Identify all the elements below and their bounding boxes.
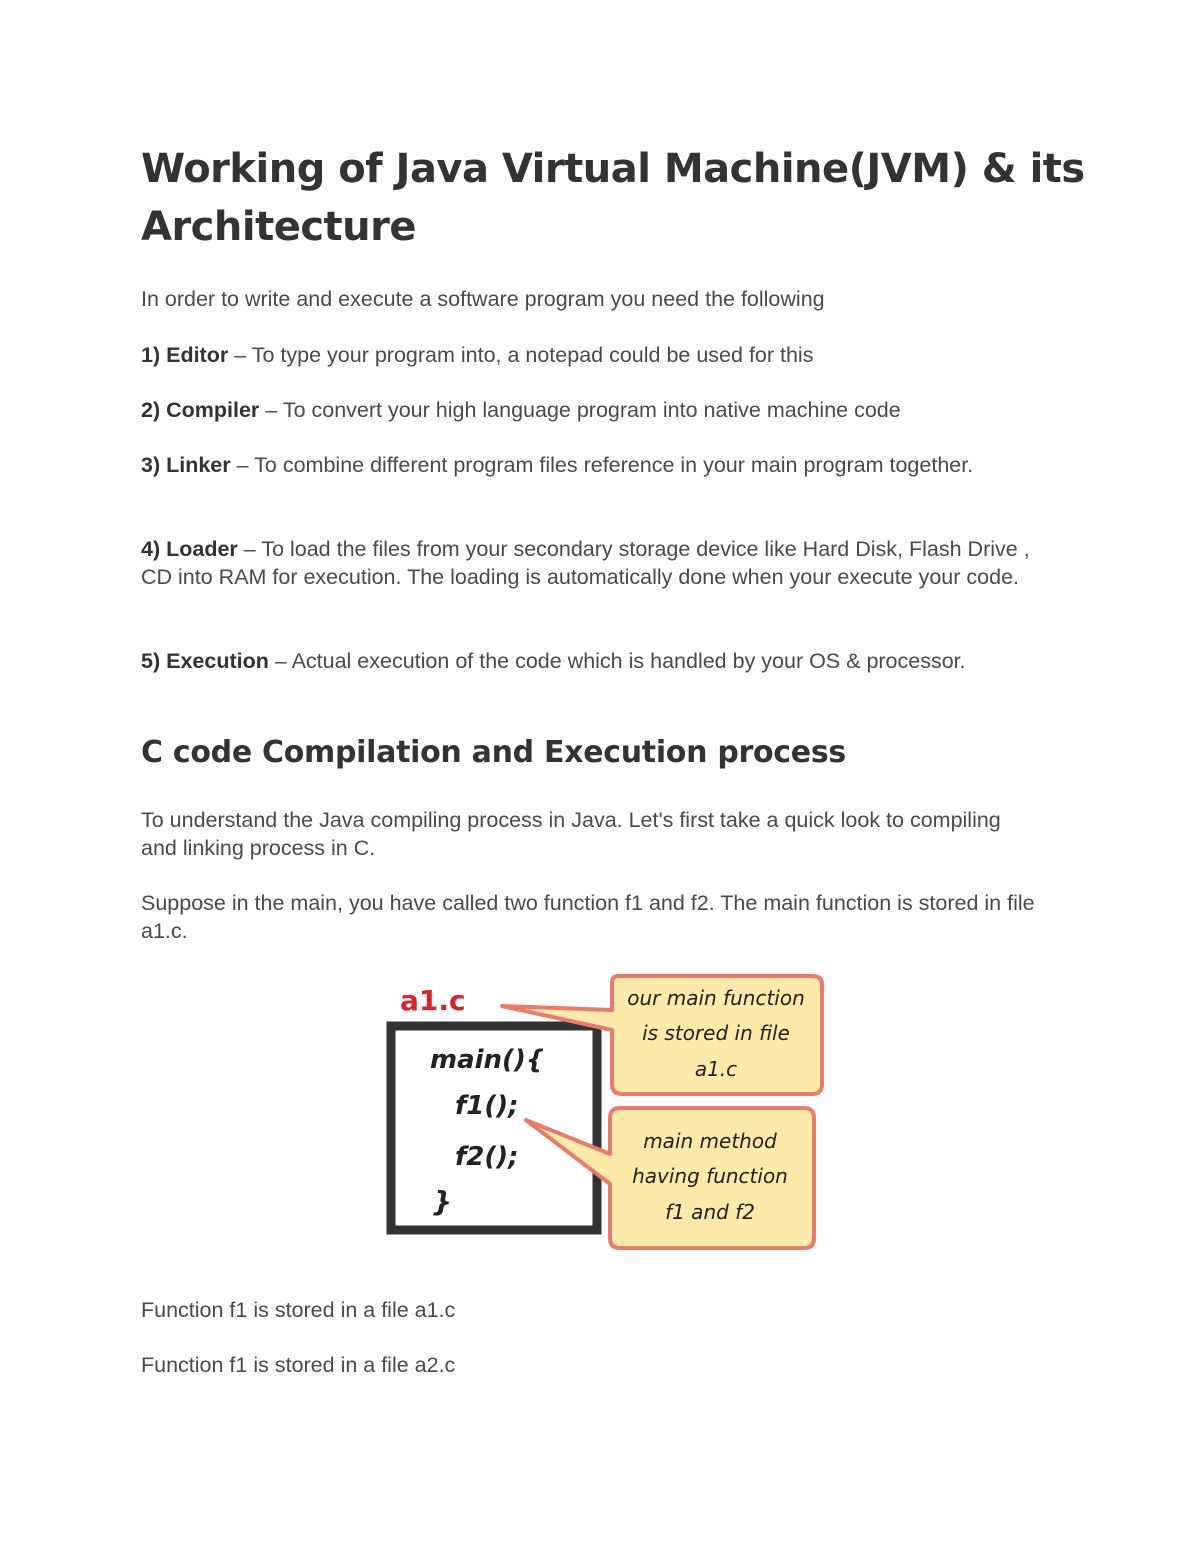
item-term: Compiler — [166, 398, 260, 422]
item-number: 1) — [141, 343, 161, 367]
bubble1-line1: our main function — [627, 986, 805, 1010]
item-desc: – Actual execution of the code which is handled by your OS & processor. — [268, 649, 966, 673]
list-item-linker — [141, 451, 1041, 479]
item-desc: – To load the files from your secondary storage device like Hard Disk, Flash Drive , CD into RAM for execution. The loading is automatically done when your execute your code. — [141, 537, 1030, 589]
code-line-f1: f1(); — [455, 1091, 519, 1121]
paragraph-main-function: Suppose in the main, you have called two function f1 and f2. The main function is stored in file a1.c. — [141, 891, 1035, 943]
item-term: Loader — [166, 537, 238, 561]
item-desc: – To combine different program files reference in your main program together. — [230, 453, 974, 477]
code-line-f2: f2(); — [455, 1142, 519, 1172]
bubble1-line2: is stored in file — [642, 1021, 790, 1045]
item-number: 4) — [141, 537, 161, 561]
item-number: 5) — [141, 649, 161, 673]
list-item-execution — [141, 647, 1041, 675]
section-title: C code Compilation and Execution process — [141, 735, 846, 770]
paragraph-f1-a1c: Function f1 is stored in a file a1.c — [141, 1298, 456, 1322]
item-desc: – To type your program into, a notepad could be used for this — [228, 343, 814, 367]
paragraph-f1-a2c: Function f1 is stored in a file a2.c — [141, 1353, 456, 1377]
item-number: 3) — [141, 453, 161, 477]
item-number: 2) — [141, 398, 161, 422]
bubble2-line2: having function — [632, 1164, 788, 1188]
list-item-compiler — [141, 396, 1041, 424]
bubble1-line3: a1.c — [694, 1057, 738, 1081]
item-desc: – To convert your high language program into native machine code — [259, 398, 901, 422]
a1c-diagram — [380, 968, 840, 1258]
item-term: Execution — [166, 649, 269, 673]
bubble2-line3: f1 and f2 — [665, 1200, 755, 1224]
file-label: a1.c — [400, 984, 466, 1017]
code-line-main: main(){ — [430, 1045, 545, 1075]
page-title: Working of Java Virtual Machine(JVM) & its Architecture — [141, 146, 1085, 250]
code-line-close: } — [432, 1185, 452, 1218]
list-item-loader — [141, 535, 1041, 591]
bubble2-line1: main method — [643, 1129, 777, 1153]
item-term: Editor — [166, 343, 229, 367]
item-term: Linker — [166, 453, 231, 477]
intro-paragraph: In order to write and execute a software program you need the following — [141, 287, 825, 311]
list-item-editor — [141, 341, 1041, 369]
paragraph-java-compiling: To understand the Java compiling process in Java. Let's first take a quick look to compiling and linking process in C. — [141, 808, 1001, 860]
